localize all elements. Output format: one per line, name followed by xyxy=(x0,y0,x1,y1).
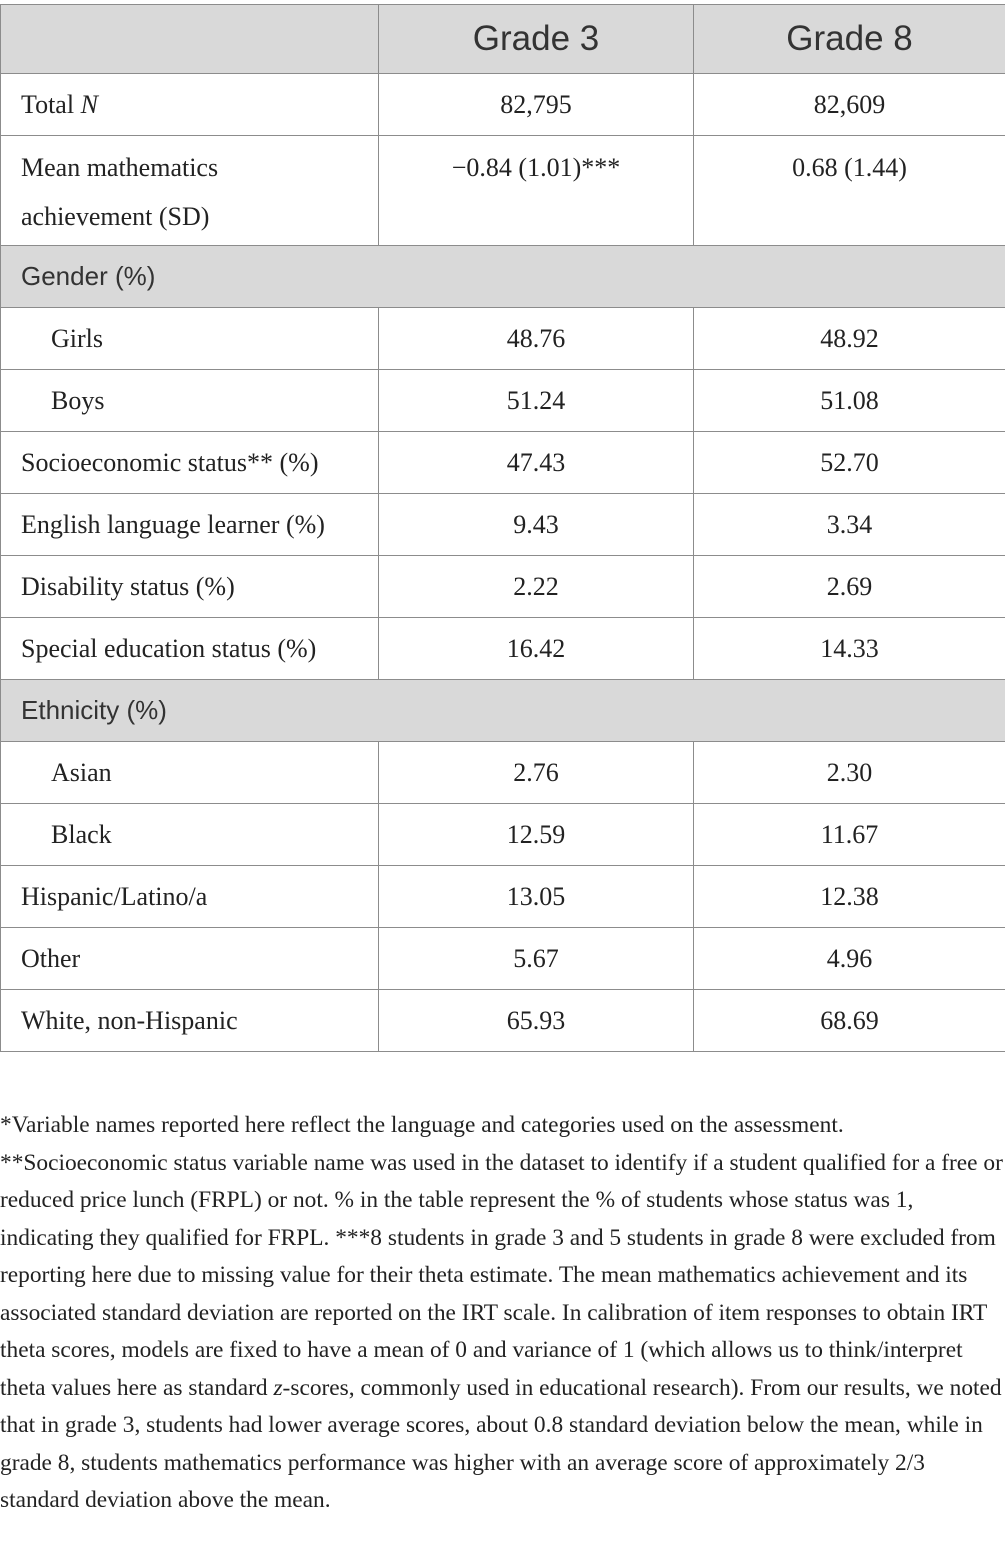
row-label: Black xyxy=(1,804,379,866)
row-label: Boys xyxy=(1,370,379,432)
grade8-value: 68.69 xyxy=(694,990,1005,1052)
demographics-table xyxy=(0,4,1005,1052)
header-grade8: Grade 8 xyxy=(694,5,1005,74)
grade3-value: 47.43 xyxy=(379,432,694,494)
grade3-value: 12.59 xyxy=(379,804,694,866)
footnote-text-2: -scores, commonly used in educational research). From our results, we noted that in grade 3, students had lower average scores, about 0.8 standard deviation below the mean, while in grade 8, students mathematics performance was higher with an average score of approximately 2/3 standard deviation above the mean. xyxy=(0,1374,1002,1513)
table-row xyxy=(1,370,1005,432)
row-label: Special education status (%) xyxy=(1,618,379,680)
grade3-value: 48.76 xyxy=(379,308,694,370)
row-label: Hispanic/Latino/a xyxy=(1,866,379,928)
table-row xyxy=(1,556,1005,618)
table-row xyxy=(1,990,1005,1052)
grade3-value: 2.22 xyxy=(379,556,694,618)
table-row xyxy=(1,494,1005,556)
table-row xyxy=(1,136,1005,246)
table-row xyxy=(1,804,1005,866)
table-row xyxy=(1,74,1005,136)
grade8-value: 0.68 (1.44) xyxy=(694,136,1005,246)
grade3-value: 82,795 xyxy=(379,74,694,136)
grade8-value: 51.08 xyxy=(694,370,1005,432)
row-label: Asian xyxy=(1,742,379,804)
header-grade3: Grade 3 xyxy=(379,5,694,74)
table-row xyxy=(1,308,1005,370)
grade8-value: 14.33 xyxy=(694,618,1005,680)
grade8-value: 2.30 xyxy=(694,742,1005,804)
grade8-value: 11.67 xyxy=(694,804,1005,866)
table-footnote xyxy=(0,1107,1005,1520)
table-row xyxy=(1,928,1005,990)
grade8-value: 82,609 xyxy=(694,74,1005,136)
grade3-value: 16.42 xyxy=(379,618,694,680)
header-empty xyxy=(1,5,379,74)
grade8-value: 3.34 xyxy=(694,494,1005,556)
section-row-gender xyxy=(1,246,1005,308)
row-label: White, non-Hispanic xyxy=(1,990,379,1052)
grade3-value: 13.05 xyxy=(379,866,694,928)
table-row xyxy=(1,866,1005,928)
grade3-value: −0.84 (1.01)*** xyxy=(379,136,694,246)
grade8-value: 2.69 xyxy=(694,556,1005,618)
grade8-value: 52.70 xyxy=(694,432,1005,494)
footnote-text-1: *Variable names reported here reflect the language and categories used on the assessment. **Socioeconomic status variable name was used in the dataset to identify if a student qualified for a free or reduced price lunch (FRPL) or not. % in the table represent the % of students whose status was 1, indicating they qualified for FRPL. ***8 students in grade 3 and 5 students in grade 8 were excluded from reporting here due to missing value for their theta estimate. The mean mathematics achievement and its associated standard deviation are reported on the IRT scale. In calibration of item responses to obtain IRT theta scores, models are fixed to have a mean of 0 and variance of 1 (which allows us to think/interpret theta values here as standard xyxy=(0,1112,1003,1401)
section-row-ethnicity xyxy=(1,680,1005,742)
section-label: Gender (%) xyxy=(1,246,1005,308)
row-label: Disability status (%) xyxy=(1,556,379,618)
row-label: Total N xyxy=(1,74,379,136)
table-row xyxy=(1,742,1005,804)
grade3-value: 2.76 xyxy=(379,742,694,804)
row-label: English language learner (%) xyxy=(1,494,379,556)
row-label: Mean mathematics achievement (SD) xyxy=(1,136,379,246)
grade3-value: 9.43 xyxy=(379,494,694,556)
grade3-value: 65.93 xyxy=(379,990,694,1052)
grade8-value: 48.92 xyxy=(694,308,1005,370)
table-row xyxy=(1,432,1005,494)
row-label: Other xyxy=(1,928,379,990)
row-label: Girls xyxy=(1,308,379,370)
footnote-italic-z: z xyxy=(273,1374,283,1401)
table-row xyxy=(1,618,1005,680)
header-row xyxy=(1,5,1005,74)
grade3-value: 5.67 xyxy=(379,928,694,990)
grade3-value: 51.24 xyxy=(379,370,694,432)
grade8-value: 4.96 xyxy=(694,928,1005,990)
grade8-value: 12.38 xyxy=(694,866,1005,928)
row-label: Socioeconomic status** (%) xyxy=(1,432,379,494)
section-label: Ethnicity (%) xyxy=(1,680,1005,742)
